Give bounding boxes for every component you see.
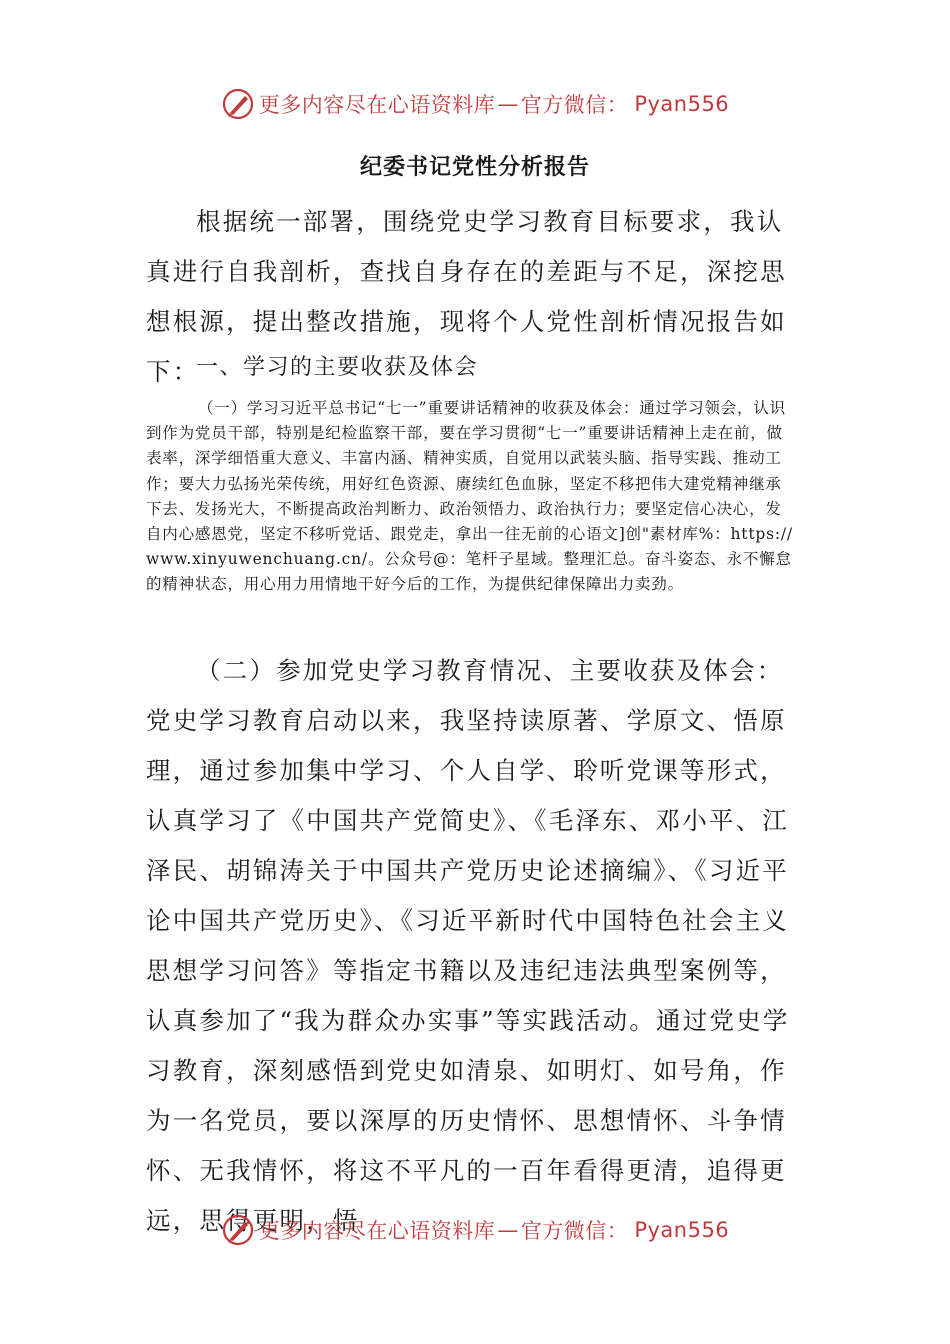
banner-text: 更多内容尽在心语资料库: [258, 93, 496, 117]
header-watermark-banner: [0, 84, 950, 124]
banner-text: 更多内容尽在心语资料库: [258, 1219, 496, 1243]
pen-logo-icon: [221, 87, 255, 121]
section-heading: 一、学习的主要收获及体会: [196, 355, 479, 380]
document-title: 纪委书记党性分析报告: [359, 155, 590, 180]
item2-text: （二）参加党史学习教育情况、主要收获及体会：党史学习教育启动以来，我坚持读原著、学原文、悟原理，通过参加集中学习、个人自学、聆听党课等形式，认真学习了《中国共产党简史》、《毛泽东、邓小平、江泽民、胡锦涛关于中国共产党历史论述摘编》、《习近平论中国共产党历史》、《习近平新时代中国特色社会主义思想学习问答》等指定书籍以及违纪违法典型案例等，认真参加了“我为群众办实事”等实践活动。通过党史学习教育，深刻感悟到党史如清泉、如明灯、如号角，作为一名党员，要以深厚的历史情怀、思想情怀、斗争情怀、无我情怀，将这不平凡的一百年看得更清，追得更远，思得更明，悟: [146, 656, 790, 1235]
footer-watermark-banner: [0, 1210, 950, 1250]
item2-paragraph: [146, 646, 806, 1246]
banner-suffix: 官方微信：: [520, 1219, 629, 1243]
banner-handle: Pyan556: [634, 1218, 730, 1242]
intro-text: 根据统一部署，围绕党史学习教育目标要求，我认真进行自我剖析，查找自身存在的差距与不足，深挖思想根源，提出整改措施，现将个人党性剖析情况报告如下：: [146, 207, 787, 386]
item1-paragraph: [146, 396, 796, 598]
item1-text: （一）学习习近平总书记“七一”重要讲话精神的收获及体会：通过学习领会，认识到作为党员干部，特别是纪检监察干部，要在学习贯彻“七一”重要讲话精神上走在前，做表率，深学细悟重大意义、丰富内涵、精神实质，自觉用以武装头脑、指导实践、推动工作；要大力弘扬光荣传统，用好红色资源、赓续红色血脉，坚定不移把伟大建党精神继承下去、发扬光大，不断提高政治判断力、政治领悟力、政治执行力；要坚定信心决心，发自内心感恩党，坚定不移听党话、跟党走，拿出一往无前的心语文]创"素材库%：https://www.xinyuwenchuang.cn/。公众号@：笔杆子星域。整理汇总。奋斗姿态、永不懈怠的精神状态，用心用力用情地干好今后的工作，为提供纪律保障出力卖劲。: [146, 399, 793, 594]
banner-handle: Pyan556: [634, 92, 730, 116]
banner-suffix: 官方微信：: [520, 93, 629, 117]
banner-separator: —: [497, 1218, 519, 1242]
pen-logo-icon: [221, 1213, 255, 1247]
banner-separator: —: [497, 92, 519, 116]
